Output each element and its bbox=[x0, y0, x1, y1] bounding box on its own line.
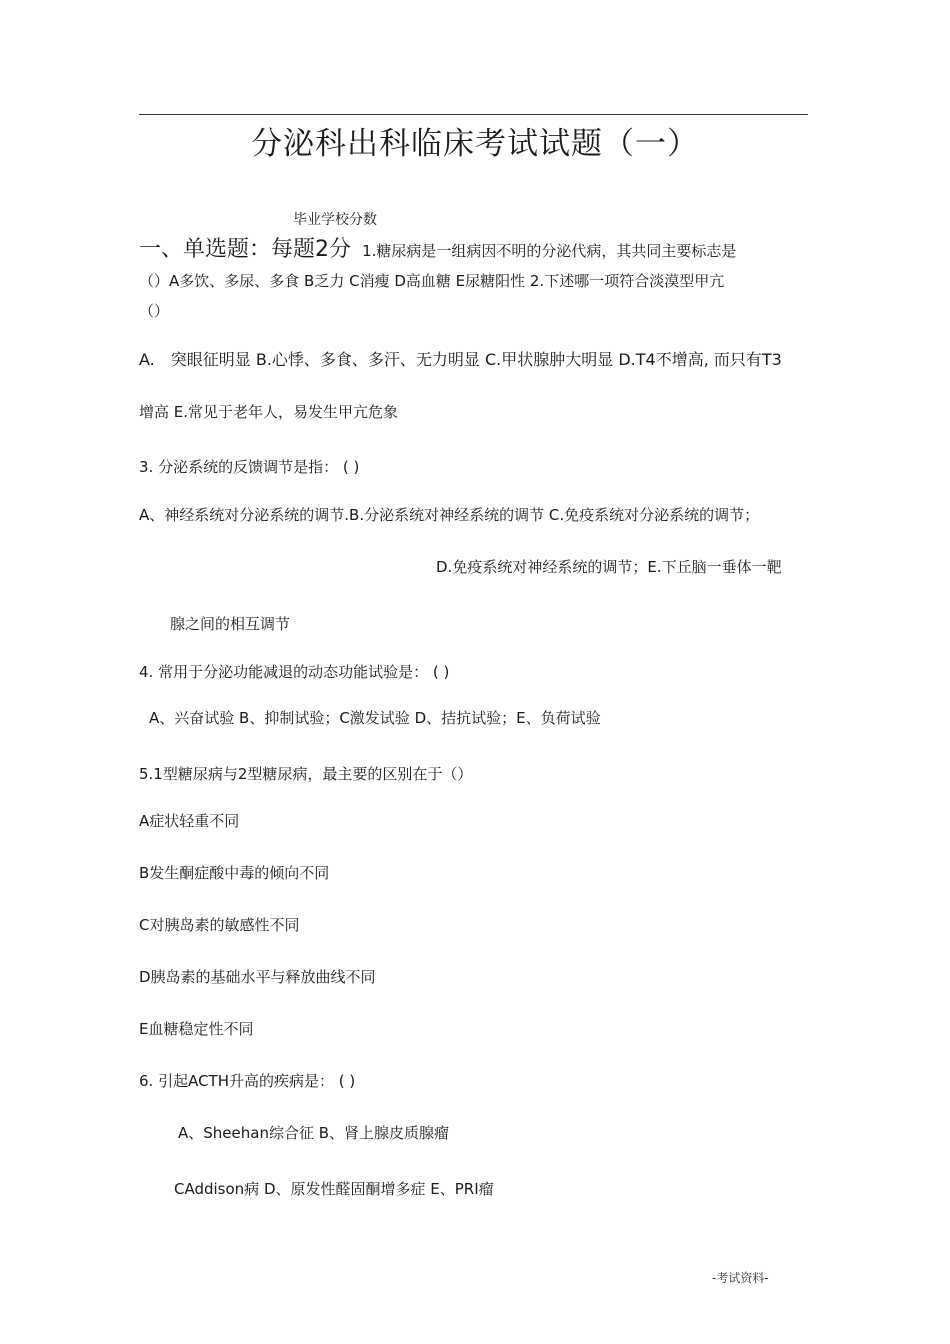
question-5-option-e: E血糖稳定性不同 bbox=[139, 1020, 254, 1038]
page-footer: -考试资料- bbox=[712, 1271, 769, 1285]
question-2-bracket: （） bbox=[139, 302, 170, 320]
question-1-stem: 1.糖尿病是一组病因不明的分泌代病，其共同主要标志是 bbox=[362, 242, 737, 260]
document-title: 分泌科出科临床考试试题（一） bbox=[251, 126, 699, 162]
section-heading-line bbox=[139, 232, 736, 263]
question-4-options: A、兴奋试验 B、抑制试验；C激发试验 D、拮抗试验；E、负荷试验 bbox=[149, 709, 601, 727]
question-3-line-3: 腺之间的相互调节 bbox=[170, 615, 291, 633]
question-3-line-1: A、神经系统对分泌系统的调节.B.分泌系统对神经系统的调节 C.免疫系统对分泌系统的调节； bbox=[139, 506, 760, 524]
question-1-options: （）A多饮、多尿、多食 B乏力 C消瘦 D高血糖 E尿糖阳性 2.下述哪一项符合淡漠型甲亢 bbox=[139, 272, 725, 290]
question-5-option-a: A症状轻重不同 bbox=[139, 812, 240, 830]
question-6-line-1: A、Sheehan综合征 B、肾上腺皮质腺瘤 bbox=[178, 1124, 450, 1142]
subheader: 毕业学校分数 bbox=[293, 212, 377, 228]
question-5-option-d: D胰岛素的基础水平与释放曲线不同 bbox=[139, 968, 376, 986]
question-6-stem: 6. 引起ACTH升高的疾病是： ( ) bbox=[139, 1072, 356, 1090]
question-2-line-2: 增高 E.常见于老年人，易发生甲亢危象 bbox=[139, 403, 399, 421]
question-3-line-2: D.免疫系统对神经系统的调节；E.下丘脑一垂体一靶 bbox=[436, 558, 782, 576]
question-3-stem: 3. 分泌系统的反馈调节是指： ( ) bbox=[139, 458, 360, 476]
question-6-line-2: CAddison病 D、原发性醛固酮增多症 E、PRI瘤 bbox=[174, 1180, 494, 1198]
section-heading: 一、单选题：每题2分 bbox=[139, 237, 351, 262]
question-2-line-1: A. 突眼征明显 B.心悸、多食、多汗、无力明显 C.甲状腺肿大明显 D.T4不增高, 而只有T3 bbox=[139, 350, 782, 369]
question-5-option-c: C对胰岛素的敏感性不同 bbox=[139, 916, 300, 934]
question-5-option-b: B发生酮症酸中毒的倾向不同 bbox=[139, 864, 330, 882]
question-4-stem: 4. 常用于分泌功能减退的动态功能试验是： ( ) bbox=[139, 663, 450, 681]
question-5-stem: 5.1型糖尿病与2型糖尿病，最主要的区别在于（） bbox=[139, 765, 473, 783]
top-rule bbox=[139, 114, 808, 115]
